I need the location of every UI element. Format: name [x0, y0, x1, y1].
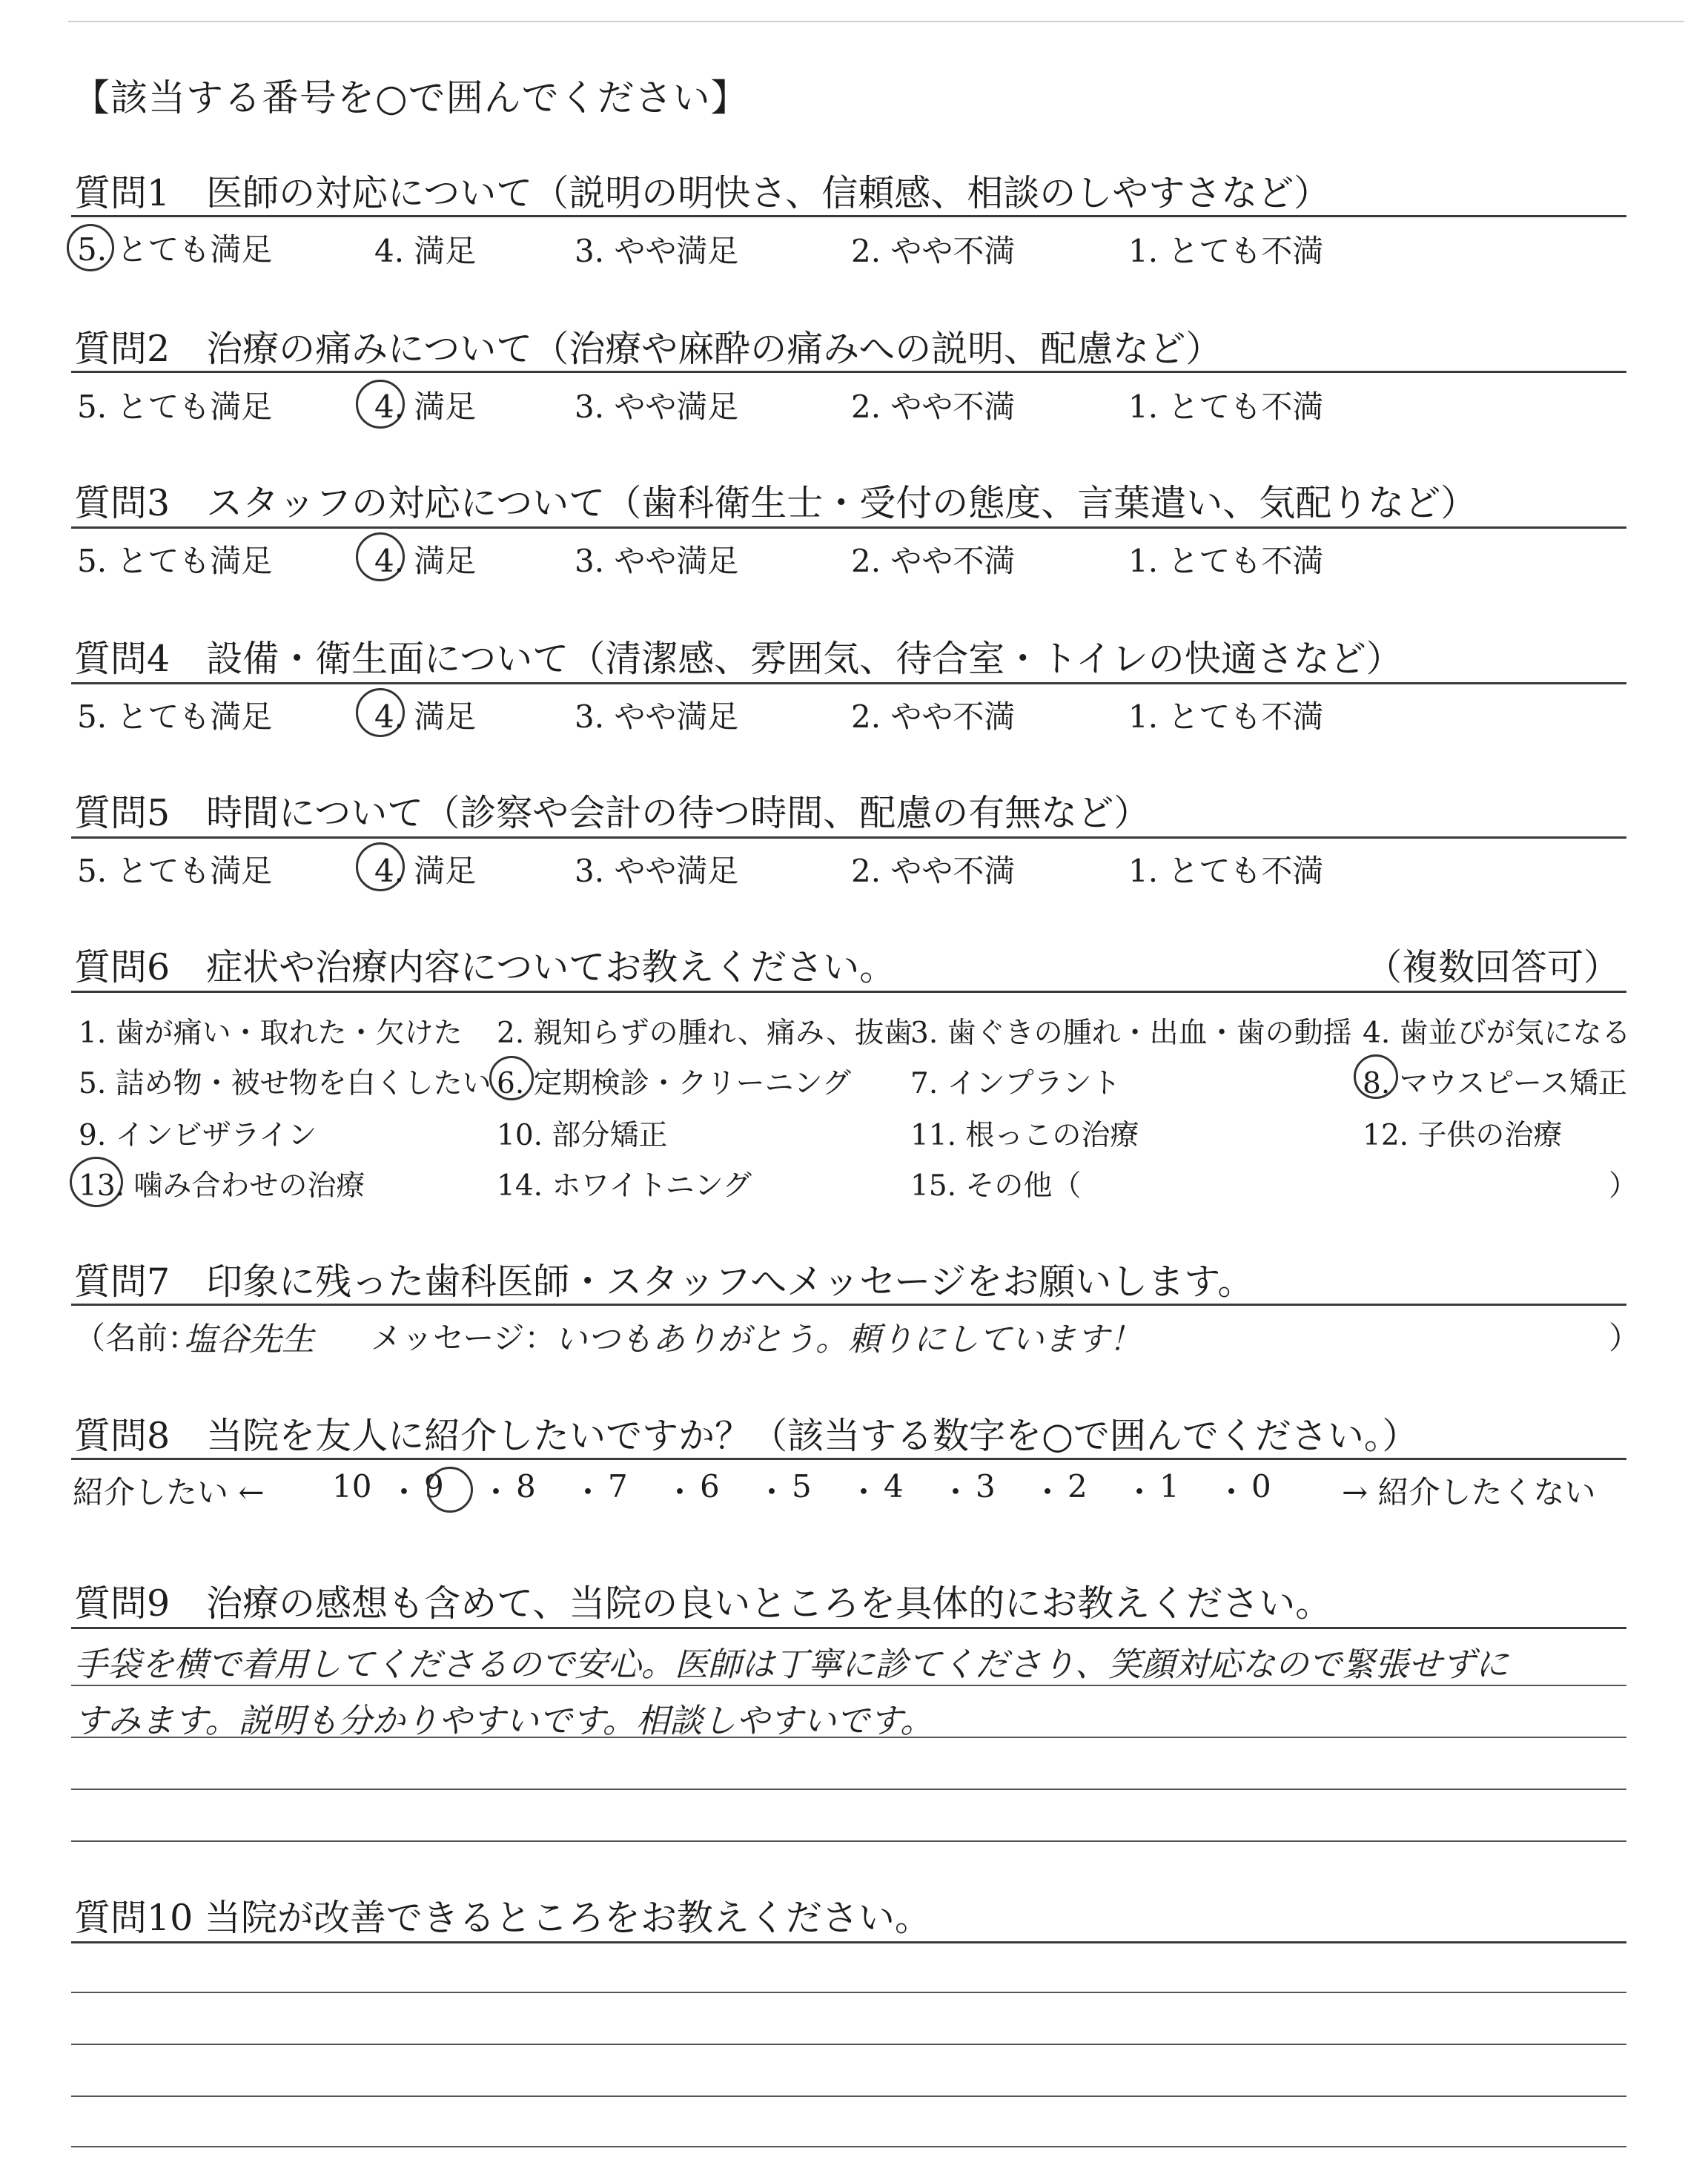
- page-heading: 【該当する番号を○で囲んでください】: [73, 76, 749, 119]
- q3-option-1[interactable]: 1. とても不満: [1128, 543, 1324, 579]
- q6-item-6[interactable]: 6. 定期検診・クリーニング: [497, 1067, 851, 1100]
- q6-item-5[interactable]: 5. 詰め物・被せ物を白くしたい: [79, 1067, 491, 1100]
- q4-option-2[interactable]: 2. やや不満: [851, 698, 1016, 735]
- q3-title: 質問3 スタッフの対応について（歯科衛生士・受付の態度、言葉遣い、気配りなど）: [74, 482, 1477, 524]
- q2-option-4[interactable]: 4. 満足: [374, 389, 477, 425]
- q4-title: 質問4 設備・衛生面について（清潔感、雰囲気、待合室・トイレの快適さなど）: [74, 638, 1403, 680]
- q7-rule: [71, 1304, 1626, 1306]
- q6-title: 質問6 症状や治療内容についてお教えください。: [74, 946, 896, 988]
- q2-title: 質問2 治療の痛みについて（治療や麻酔の痛みへの説明、配慮など）: [74, 328, 1222, 370]
- q6-item-12[interactable]: 12. 子供の治療: [1363, 1119, 1563, 1152]
- q8-right-label: → 紹介したくない: [1342, 1474, 1596, 1510]
- q7-name-handwritten[interactable]: 塩谷先生: [184, 1321, 314, 1358]
- q5-title: 質問5 時間について（診察や会計の待つ時間、配慮の有無など）: [74, 792, 1151, 834]
- q8-title: 質問8 当院を友人に紹介したいですか？（該当する数字を○で囲んでください。）: [74, 1415, 1419, 1457]
- q8-scale-5[interactable]: 5: [792, 1468, 812, 1505]
- q6-item-15[interactable]: 15. その他（: [910, 1169, 1082, 1203]
- q6-item-3[interactable]: 3. 歯ぐきの腫れ・出血・歯の動揺: [910, 1017, 1352, 1050]
- q5-option-3[interactable]: 3. やや満足: [575, 853, 739, 889]
- q9-answer-line-1[interactable]: 手袋を横で着用してくださるので安心。医師は丁寧に診てくださり、笑顔対応なので緊張せずに: [74, 1645, 1509, 1684]
- q8-scale-6[interactable]: 6: [700, 1468, 720, 1505]
- q10-line-1: [71, 1992, 1626, 1993]
- q4-option-4[interactable]: 4. 満足: [374, 698, 477, 735]
- q9-line-4: [71, 1840, 1626, 1842]
- q8-scale-2[interactable]: 2: [1068, 1468, 1088, 1505]
- q10-rule: [71, 1941, 1626, 1943]
- q1-rule: [71, 215, 1626, 217]
- q4-option-5[interactable]: 5. とても満足: [77, 698, 273, 735]
- q10-line-2: [71, 2044, 1626, 2045]
- q8-scale-separator: ・: [848, 1474, 880, 1510]
- q8-scale-separator: ・: [1032, 1474, 1064, 1510]
- q9-rule: [71, 1627, 1626, 1629]
- q8-scale-8[interactable]: 8: [516, 1468, 536, 1505]
- q8-scale-separator: ・: [572, 1474, 604, 1510]
- q5-option-1[interactable]: 1. とても不満: [1128, 853, 1324, 889]
- page-top-edge: [68, 21, 1684, 22]
- q2-option-2[interactable]: 2. やや不満: [851, 389, 1016, 425]
- q1-title: 質問1 医師の対応について（説明の明快さ、信頼感、相談のしやすさなど）: [74, 172, 1331, 214]
- q3-option-3[interactable]: 3. やや満足: [575, 543, 739, 579]
- q6-item-14[interactable]: 14. ホワイトニング: [497, 1169, 752, 1203]
- q8-selection-circle: [427, 1467, 473, 1513]
- q7-name-label: （名前：: [74, 1320, 199, 1356]
- q6-item-1[interactable]: 1. 歯が痛い・取れた・欠けた: [79, 1017, 463, 1050]
- q6-multiple-note: （複数回答可）: [1366, 946, 1621, 988]
- q9-line-1: [71, 1685, 1626, 1686]
- q10-line-3: [71, 2095, 1626, 2097]
- q5-rule: [71, 836, 1626, 839]
- q3-option-2[interactable]: 2. やや不満: [851, 543, 1016, 579]
- q7-message-label: メッセージ：: [371, 1320, 556, 1356]
- q8-scale-separator: ・: [940, 1474, 972, 1510]
- q6-item-2[interactable]: 2. 親知らずの腫れ、痛み、抜歯: [497, 1017, 913, 1050]
- q5-option-2[interactable]: 2. やや不満: [851, 853, 1016, 889]
- q6-item-8[interactable]: 8. マウスピース矯正: [1363, 1067, 1627, 1100]
- q7-close-paren: ）: [1609, 1320, 1641, 1356]
- q1-option-2[interactable]: 2. やや不満: [851, 233, 1016, 269]
- q6-rule: [71, 991, 1626, 993]
- q4-option-3[interactable]: 3. やや満足: [575, 698, 739, 735]
- q6-item-4[interactable]: 4. 歯並びが気になる: [1363, 1017, 1631, 1050]
- q3-rule: [71, 526, 1626, 529]
- q6-item-13[interactable]: 13. 噛み合わせの治療: [79, 1169, 365, 1203]
- q10-line-4: [71, 2146, 1626, 2147]
- q2-option-5[interactable]: 5. とても満足: [77, 389, 273, 425]
- q5-option-4[interactable]: 4. 満足: [374, 853, 477, 889]
- q3-option-5[interactable]: 5. とても満足: [77, 543, 273, 579]
- q8-rule: [71, 1458, 1626, 1460]
- q8-scale-0[interactable]: 0: [1251, 1468, 1271, 1505]
- q6-item-9[interactable]: 9. インビザライン: [79, 1119, 317, 1152]
- q8-scale-separator: ・: [664, 1474, 696, 1510]
- q9-line-2: [71, 1737, 1626, 1738]
- q7-title: 質問7 印象に残った歯科医師・スタッフへメッセージをお願いします。: [74, 1261, 1254, 1303]
- q8-scale-separator: ・: [1124, 1474, 1156, 1510]
- q1-option-1[interactable]: 1. とても不満: [1128, 233, 1324, 269]
- q2-rule: [71, 371, 1626, 373]
- q6-item-11[interactable]: 11. 根っこの治療: [910, 1119, 1139, 1152]
- q6-item-7[interactable]: 7. インプラント: [910, 1067, 1121, 1100]
- q6-item-10[interactable]: 10. 部分矯正: [497, 1119, 668, 1152]
- q5-option-5[interactable]: 5. とても満足: [77, 853, 273, 889]
- q8-scale-7[interactable]: 7: [608, 1468, 628, 1505]
- q1-option-3[interactable]: 3. やや満足: [575, 233, 739, 269]
- q1-option-4[interactable]: 4. 満足: [374, 233, 477, 269]
- q2-option-3[interactable]: 3. やや満足: [575, 389, 739, 425]
- q8-scale-separator: ・: [480, 1474, 512, 1510]
- q4-option-1[interactable]: 1. とても不満: [1128, 698, 1324, 735]
- q7-message-handwritten[interactable]: いつもありがとう。頼りにしています！: [555, 1321, 1142, 1358]
- q1-option-5[interactable]: 5. とても満足: [77, 231, 273, 268]
- q8-scale-10[interactable]: 10: [332, 1468, 372, 1505]
- q9-title: 質問9 治療の感想も含めて、当院の良いところを具体的にお教えください。: [74, 1582, 1332, 1625]
- q6-other-close-paren: ）: [1609, 1169, 1638, 1203]
- q3-option-4[interactable]: 4. 満足: [374, 543, 477, 579]
- q9-line-3: [71, 1789, 1626, 1790]
- q8-scale-separator: ・: [756, 1474, 788, 1510]
- q8-scale-separator: ・: [1216, 1474, 1248, 1510]
- q8-scale-separator: ・: [388, 1474, 420, 1510]
- q8-scale-9[interactable]: 9: [424, 1468, 444, 1505]
- q4-rule: [71, 682, 1626, 684]
- q8-left-label: 紹介したい ←: [73, 1474, 265, 1510]
- q10-title: 質問10 当院が改善できるところをお教えください。: [74, 1897, 931, 1939]
- q8-scale-3[interactable]: 3: [976, 1468, 996, 1505]
- q9-answer-line-2[interactable]: すみます。説明も分かりやすいです。相談しやすいです。: [74, 1701, 934, 1740]
- q8-scale-1[interactable]: 1: [1159, 1468, 1179, 1505]
- q8-scale-4[interactable]: 4: [884, 1468, 904, 1505]
- q2-option-1[interactable]: 1. とても不満: [1128, 389, 1324, 425]
